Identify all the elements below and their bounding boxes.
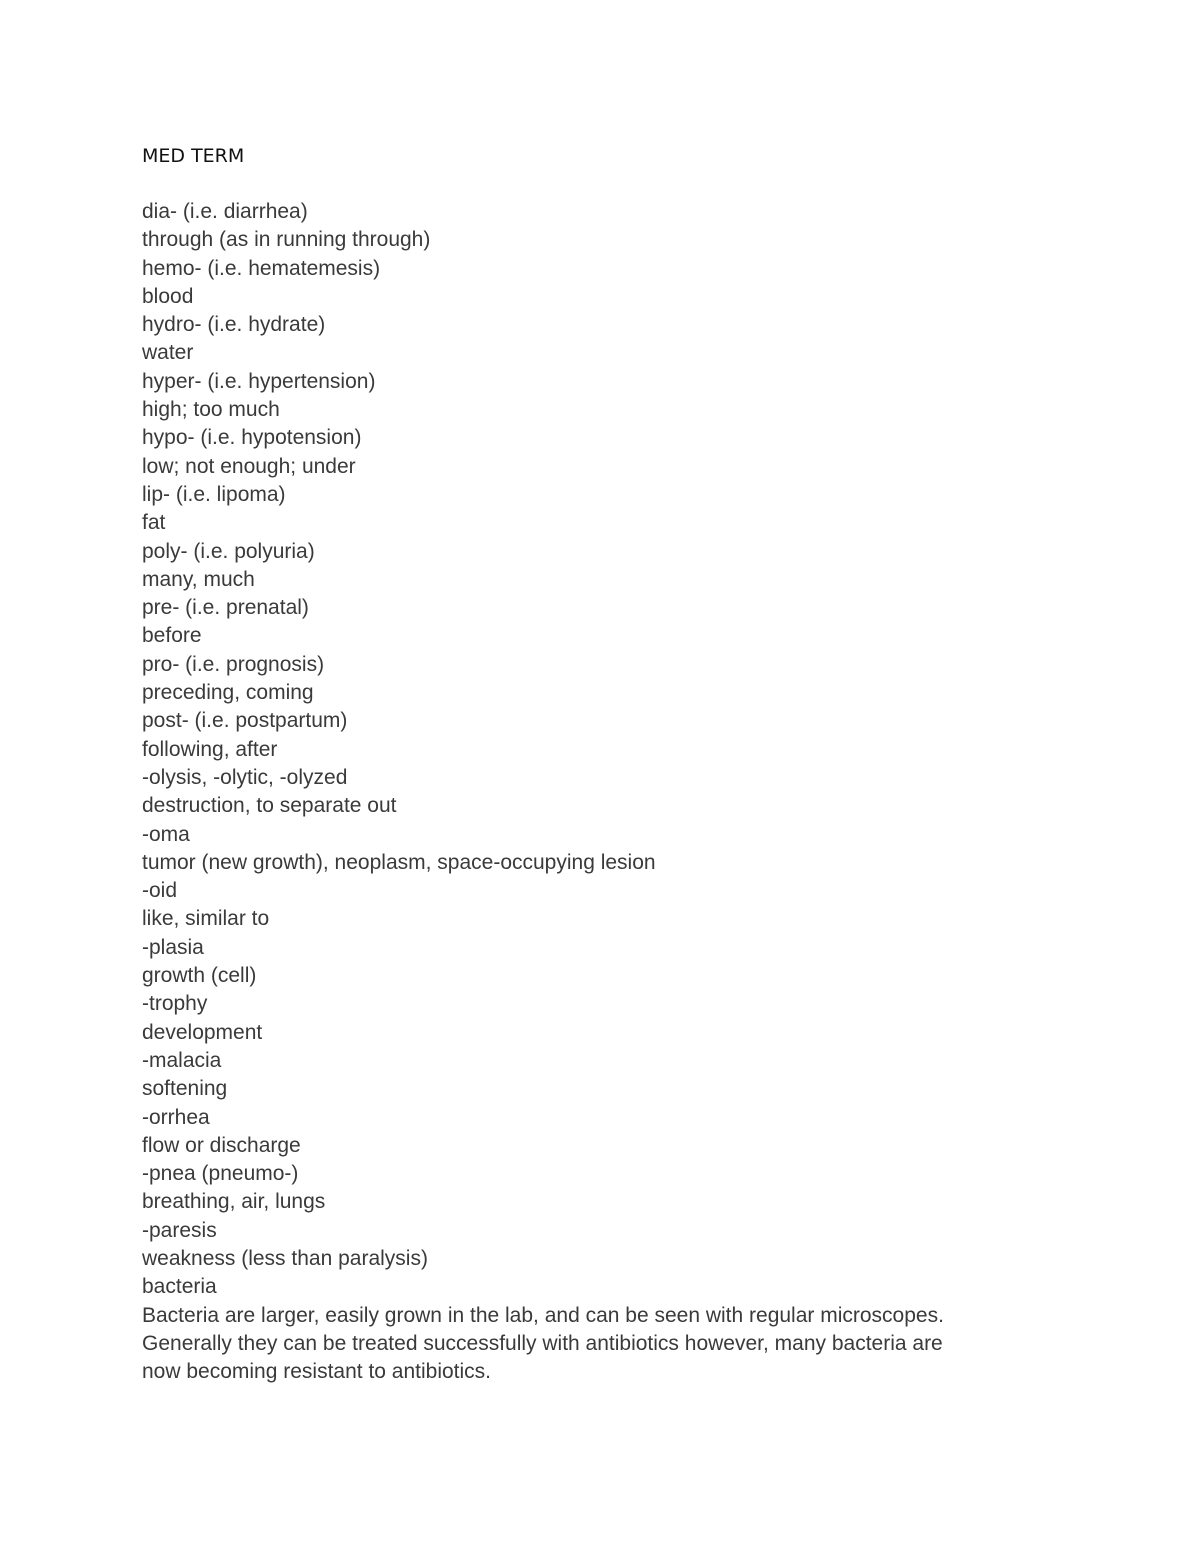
term-line: poly- (i.e. polyuria) [142,539,315,563]
term-line: preceding, coming [142,681,314,705]
term-line: lip- (i.e. lipoma) [142,482,286,506]
paragraph-line: Bacteria are larger, easily grown in the lab, and can be seen with regular microscopes. [142,1303,944,1327]
term-line: before [142,624,202,648]
term-line: through (as in running through) [142,228,431,252]
term-line: high; too much [142,398,280,422]
term-line: post- (i.e. postpartum) [142,709,348,733]
term-line: -trophy [142,992,208,1016]
term-line: softening [142,1077,228,1101]
term-line: tumor (new growth), neoplasm, space-occupying lesion [142,850,656,874]
term-line: -plasia [142,935,204,959]
term-line: pro- (i.e. prognosis) [142,652,325,676]
term-line: -orrhea [142,1105,210,1129]
term-line: -olysis, -olytic, -olyzed [142,765,348,789]
term-line: following, after [142,737,278,761]
term-line: -oma [142,822,190,846]
term-line: weakness (less than paralysis) [142,1246,428,1270]
term-line: bacteria [142,1275,217,1299]
term-list [142,198,1082,1386]
term-line: destruction, to separate out [142,794,397,818]
term-line: hypo- (i.e. hypotension) [142,426,362,450]
term-line: pre- (i.e. prenatal) [142,596,309,620]
term-line: development [142,1020,263,1044]
term-line: dia- (i.e. diarrhea) [142,200,308,223]
term-line: flow or discharge [142,1133,301,1157]
paragraph-line: Generally they can be treated successfully with antibiotics however, many bacteria are [142,1331,943,1355]
term-line: water [142,341,194,365]
term-line: many, much [142,567,255,591]
term-line: low; not enough; under [142,454,356,478]
term-line: like, similar to [142,907,270,931]
term-line: growth (cell) [142,964,257,988]
term-line: hemo- (i.e. hematemesis) [142,256,381,280]
term-line: -oid [142,879,178,903]
term-line: hyper- (i.e. hypertension) [142,369,376,393]
term-line: blood [142,284,194,308]
term-line: -malacia [142,1048,222,1072]
document-title: MED TERM [142,145,245,167]
paragraph-line: now becoming resistant to antibiotics. [142,1360,492,1384]
term-line: -paresis [142,1218,217,1242]
term-line: -pnea (pneumo-) [142,1162,299,1186]
term-line: fat [142,511,166,535]
term-line: breathing, air, lungs [142,1190,326,1214]
term-line: hydro- (i.e. hydrate) [142,313,326,337]
